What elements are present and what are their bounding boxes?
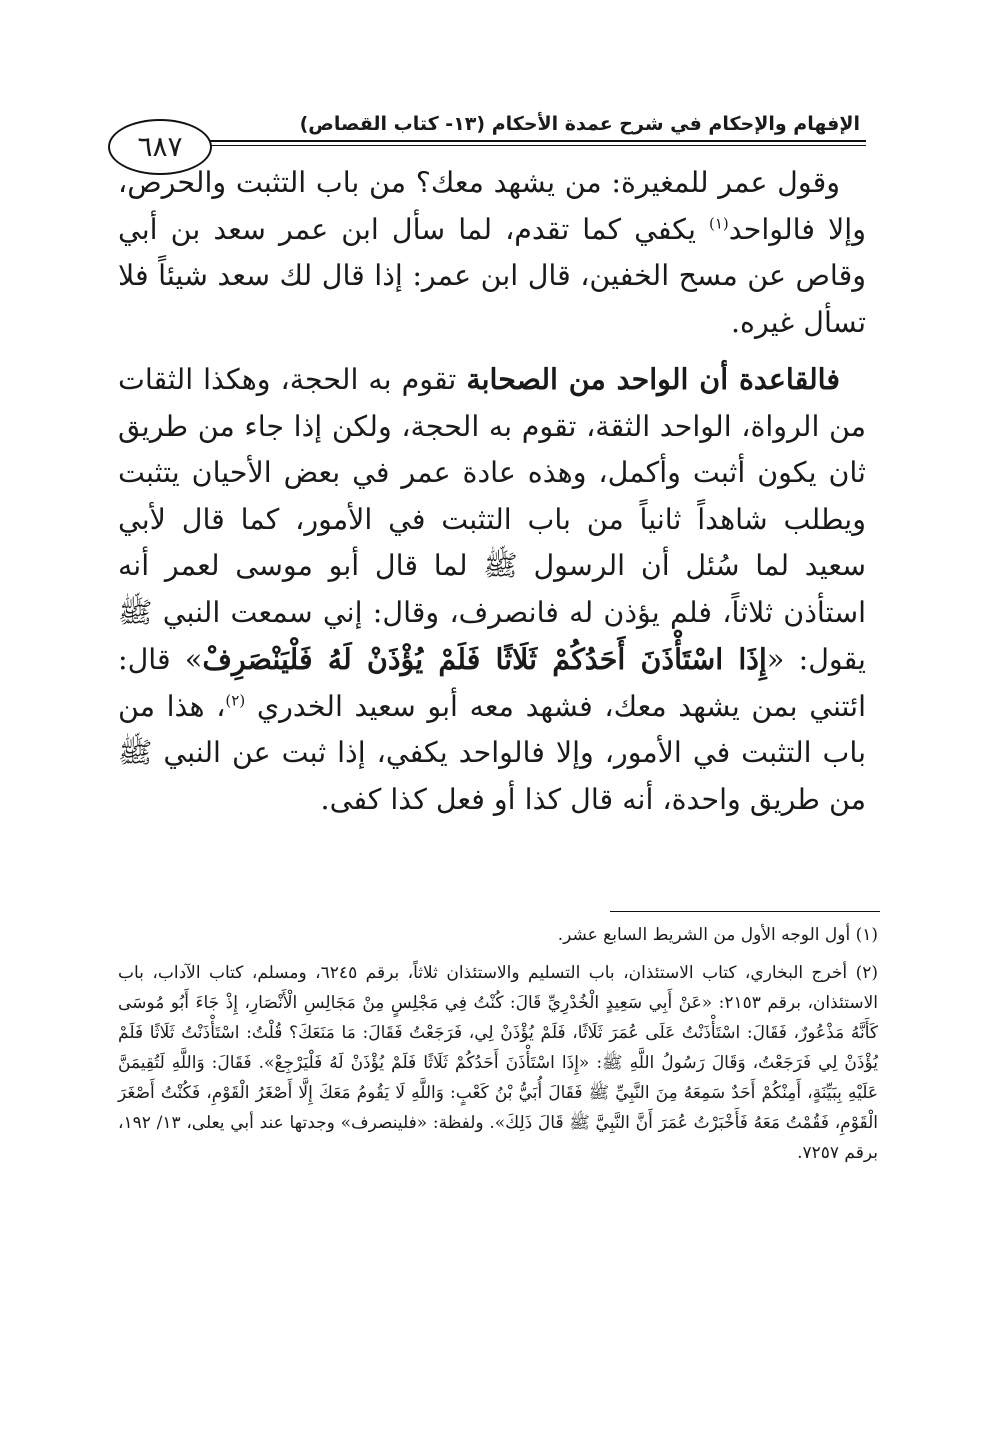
hadith-quote: إِذَا اسْتَأْذَنَ أَحَدُكُمْ ثَلَاثًا فَلَمْ يُؤْذَنْ لَهُ فَلْيَنْصَرِفْ <box>202 642 767 676</box>
footnote-ref-1: (١) <box>709 214 729 232</box>
footnotes <box>118 920 878 1168</box>
running-header-title: الإفهام والإحكام في شرح عمدة الأحكام (١٣- كتاب القصاص) <box>299 113 860 135</box>
footnote-1-number: (١) <box>855 925 878 945</box>
footnote-2 <box>118 958 878 1168</box>
footnote-separator <box>610 911 880 912</box>
header-rule <box>200 140 866 146</box>
footnote-2-text: أخرج البخاري، كتاب الاستئذان، باب التسليم والاستئذان ثلاثاً، برقم ٦٢٤٥، ومسلم، كتاب الآداب، باب الاستئذان، برقم ٢١٥٣: «عَنْ أَبِي سَعِيدٍ الْخُدْرِيِّ قَالَ: كُنْتُ فِي مَجْلِسٍ مِنْ مَجَالِسِ الْأَنْصَارِ، إِذْ جَاءَ أَبُو مُوسَى كَأَنَّهُ مَذْعُورٌ، فَقَالَ: اسْتَأْذَنْتُ عَلَى عُمَرَ ثَلَاثًا، فَلَمْ يُؤْذَنْ لِي، فَرَجَعْتُ فَقَالَ: مَا مَنَعَكَ؟ قُلْتُ: اسْتَأْذَنْتُ ثَلَاثًا فَلَمْ يُؤْذَنْ لِي فَرَجَعْتُ، وَقَالَ رَسُولُ اللَّهِ ﷺ: «إِذَا اسْتَأْذَنَ أَحَدُكُمْ ثَلَاثًا فَلَمْ يُؤْذَنْ لَهُ فَلْيَرْجِعْ». فَقَالَ: وَاللَّهِ لَتُقِيمَنَّ عَلَيْهِ بِبَيِّنَةٍ، أَمِنْكُمْ أَحَدٌ سَمِعَهُ مِنَ النَّبِيِّ ﷺ فَقَالَ أُبَيُّ بْنُ كَعْبٍ: وَاللَّهِ لَا يَقُومُ مَعَكَ إِلَّا أَصْغَرُ الْقَوْمِ، فَكُنْتُ أَصْغَرَ الْقَوْمِ، فَقُمْتُ مَعَهُ فَأَخْبَرْتُ عُمَرَ أَنَّ النَّبِيَّ ﷺ قَالَ ذَلِكَ». ولفظة: «فلينصرف» وجدتها عند أبي يعلى، ١٣/ ١٩٢، برقم ٧٢٥٧. <box>118 963 878 1163</box>
p1-rest: يكفي كما تقدم، لما سأل ابن عمر سعد بن أبي وقاص عن مسح الخفين، قال ابن عمر: إذا قال لك سعد شيئاً فلا تسأل غيره. <box>118 212 866 339</box>
p2-text-b: » قال: ائتني بمن يشهد معك، فشهد معه أبو سعيد الخدري <box>118 643 867 723</box>
main-text <box>118 160 866 823</box>
footnote-1 <box>118 920 878 950</box>
footnote-ref-2: (٢) <box>225 691 246 709</box>
footnote-2-number: (٢) <box>855 963 878 983</box>
footnote-1-text: أول الوجه الأول من الشريط السابع عشر. <box>557 925 856 945</box>
paragraph-1 <box>118 160 866 346</box>
page-number: ٦٨٧ <box>108 119 212 175</box>
paragraph-2 <box>118 356 866 823</box>
p2-bold-phrase: فالقاعدة أن الواحد من الصحابة <box>466 362 840 396</box>
p2-text-c: ، هذا من باب التثبت في الأمور، وإلا فالواحد يكفي، إذا ثبت عن النبي ﷺ من طريق واحدة، أنه قال كذا أو فعل كذا كفى. <box>118 689 866 816</box>
p2-text-a: تقوم به الحجة، وهكذا الثقات من الرواة، الواحد الثقة، تقوم به الحجة، ولكن إذا جاء من طريق ثان يكون أثبت وأكمل، وهذه عادة عمر في بعض الأحيان يتثبت ويطلب شاهداً ثانياً من باب التثبت في الأمور، كما قال لأبي سعيد لما سُئل أن الرسول ﷺ لما قال أبو موسى لعمر أنه استأذن ثلاثاً، فلم يؤذن له فانصرف، وقال: إني سمعت النبي ﷺ يقول: « <box>118 363 866 676</box>
p1-text: وقول عمر للمغيرة: من يشهد معك؟ من باب التثبت والحرص، وإلا فالواحد <box>118 166 866 246</box>
